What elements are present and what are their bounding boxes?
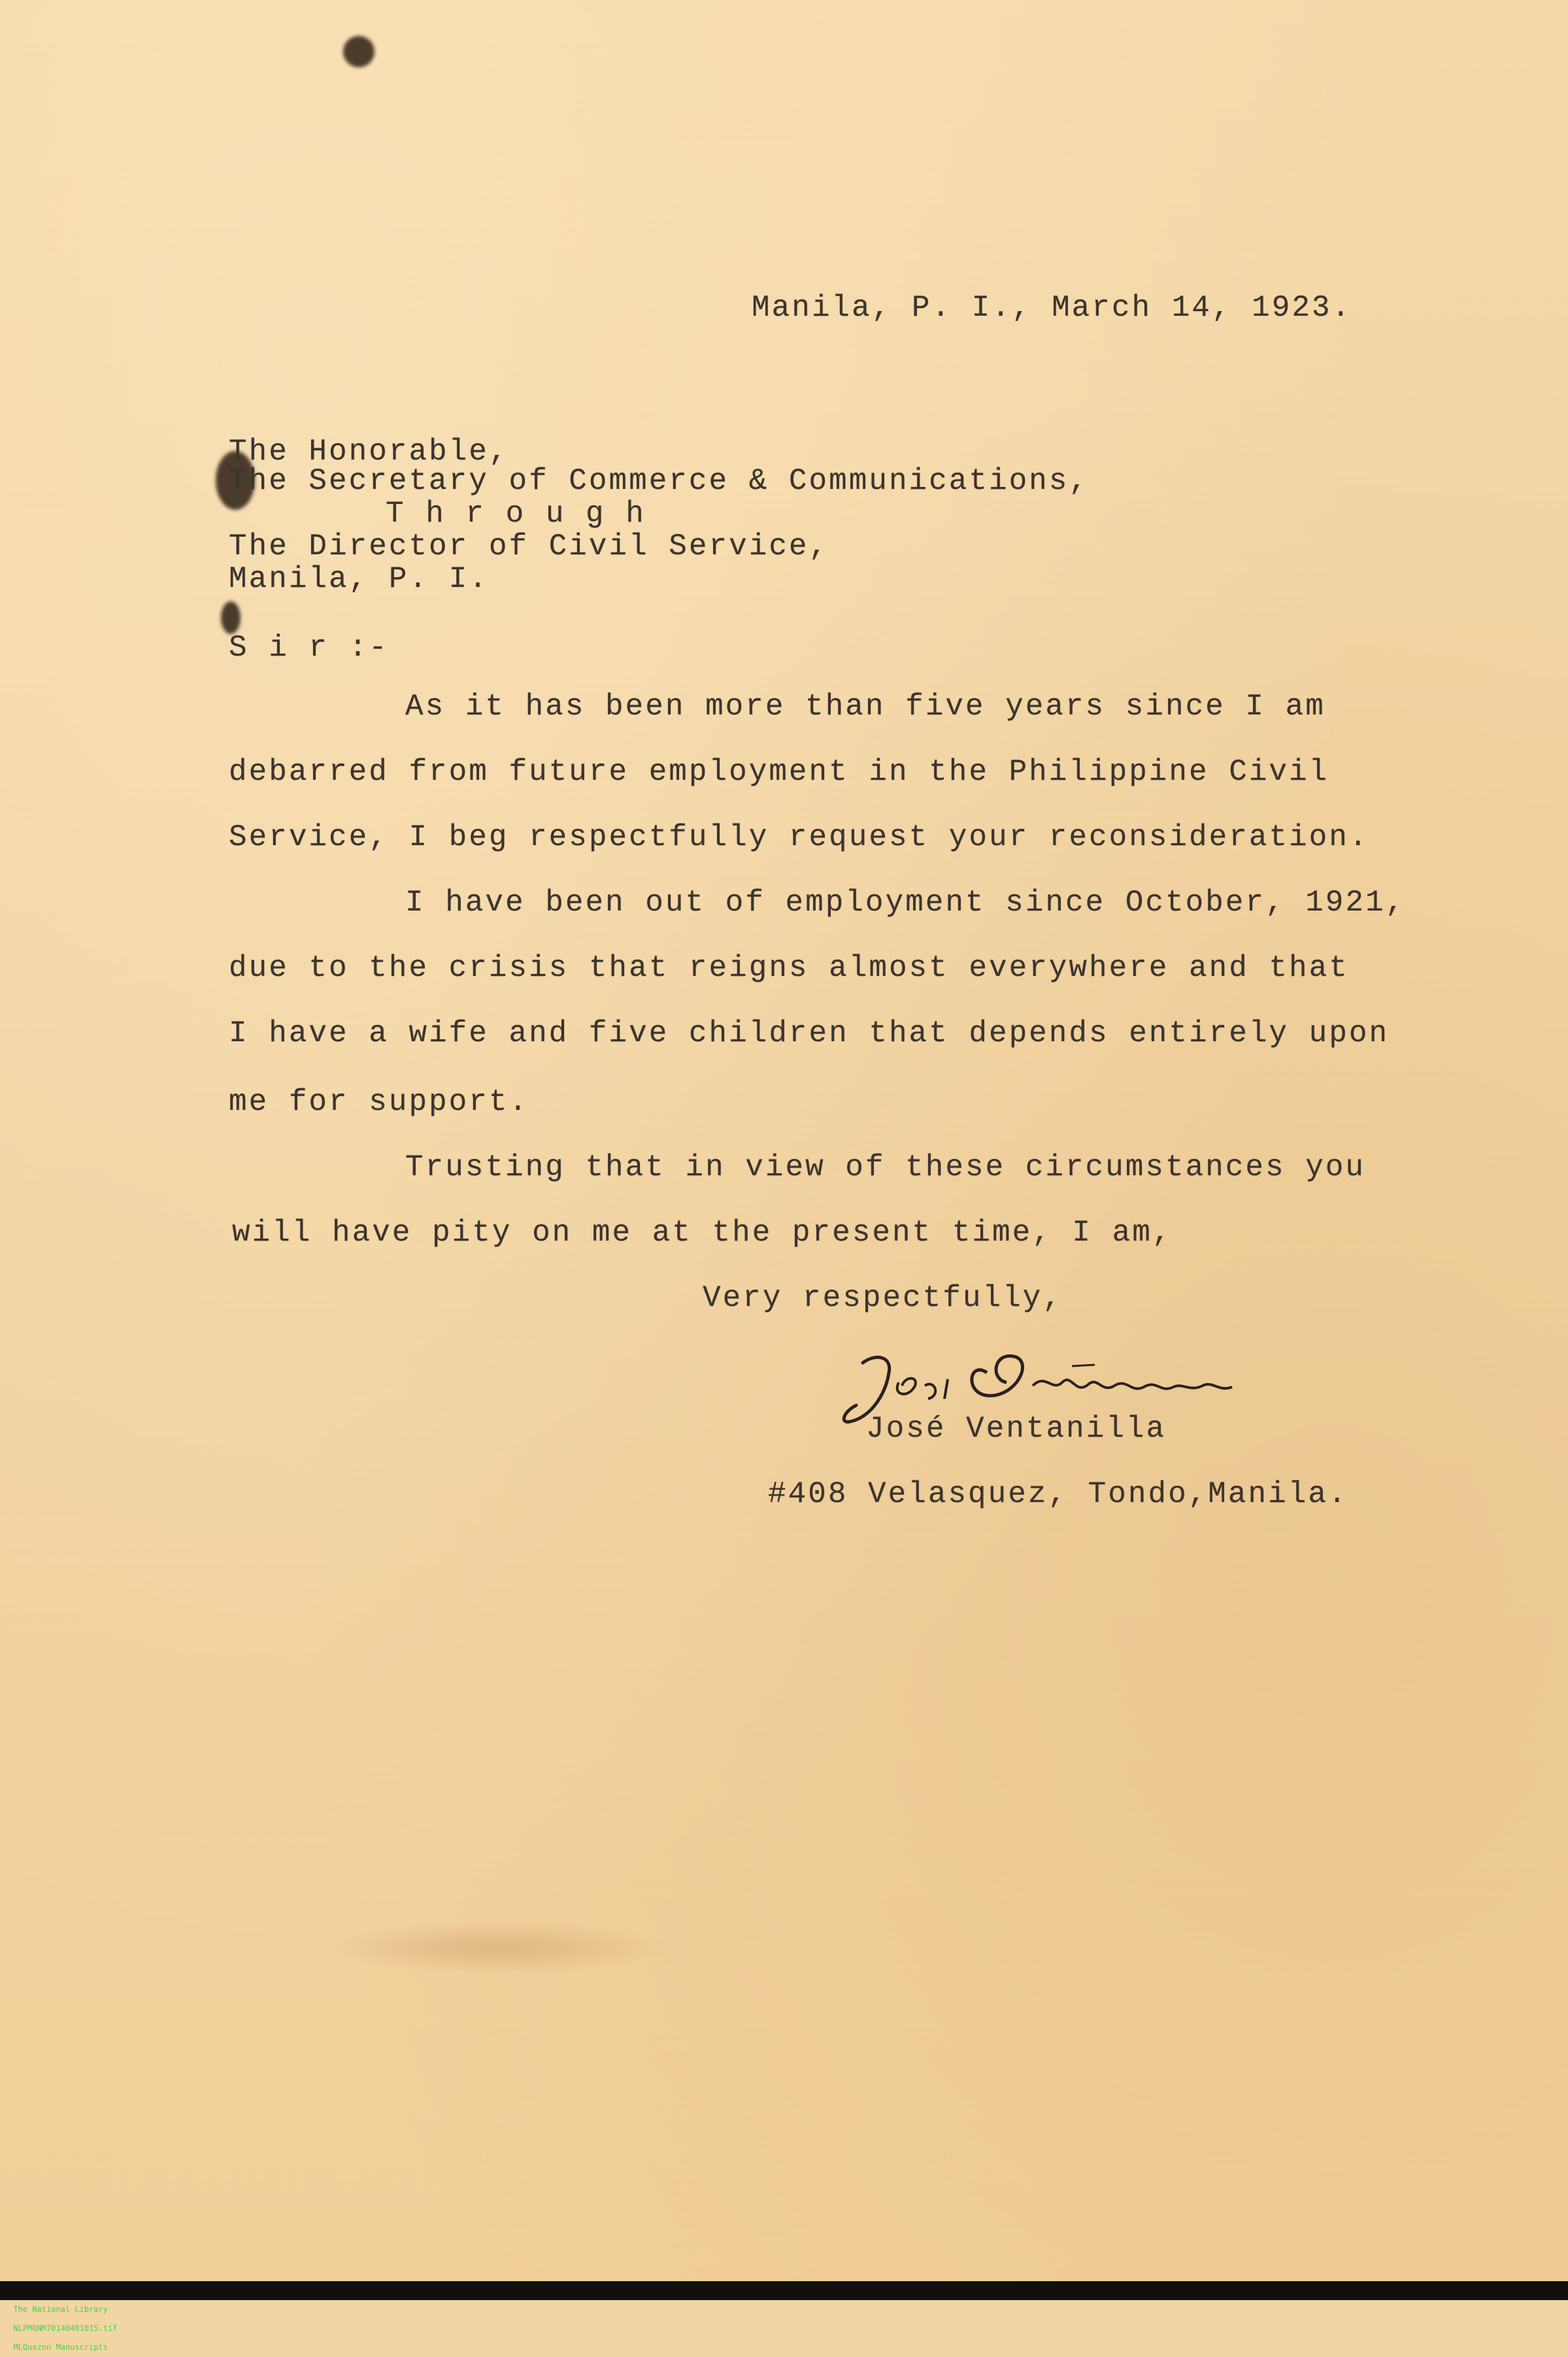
footer-file-id: NLPMQNM70140401015.tif [13, 2324, 118, 2333]
signer-name: José Ventanilla [866, 1412, 1167, 1446]
closing: Very respectfully, [703, 1281, 1063, 1315]
salutation: S i r :- [229, 631, 389, 665]
body-line: me for support. [229, 1085, 529, 1119]
paper-smudge [327, 1922, 667, 1974]
body-line: Service, I beg respectfully request your reconsideration. [229, 820, 1369, 854]
body-line: due to the crisis that reigns almost everywhere and that [229, 951, 1349, 985]
address-line: Manila, P. I. [229, 562, 489, 596]
address-line: The Secretary of Commerce & Communications, [229, 464, 1089, 498]
body-line: As it has been more than five years since I am [405, 690, 1326, 724]
scan-footer [0, 2281, 1568, 2352]
footer-collection: MLQuezon Manuscripts [13, 2343, 108, 2352]
body-line: debarred from future employment in the Philippine Civil [229, 755, 1329, 789]
ink-stain [221, 601, 241, 634]
ink-stain [343, 36, 375, 67]
footer-library: The National Library [13, 2305, 108, 2314]
body-line: I have been out of employment since October, 1921, [405, 886, 1406, 920]
address-line: T h r o u g h [386, 497, 646, 531]
body-line: will have pity on me at the present time, I am, [232, 1216, 1173, 1250]
body-line: Trusting that in view of these circumstances you [405, 1150, 1366, 1184]
address-line: The Honorable, [229, 435, 509, 469]
address-line: The Director of Civil Service, [229, 529, 829, 563]
body-line: I have a wife and five children that depends entirely upon [229, 1016, 1390, 1050]
signer-address: #408 Velasquez, Tondo,Manila. [768, 1477, 1348, 1511]
dateline: Manila, P. I., March 14, 1923. [752, 291, 1352, 325]
